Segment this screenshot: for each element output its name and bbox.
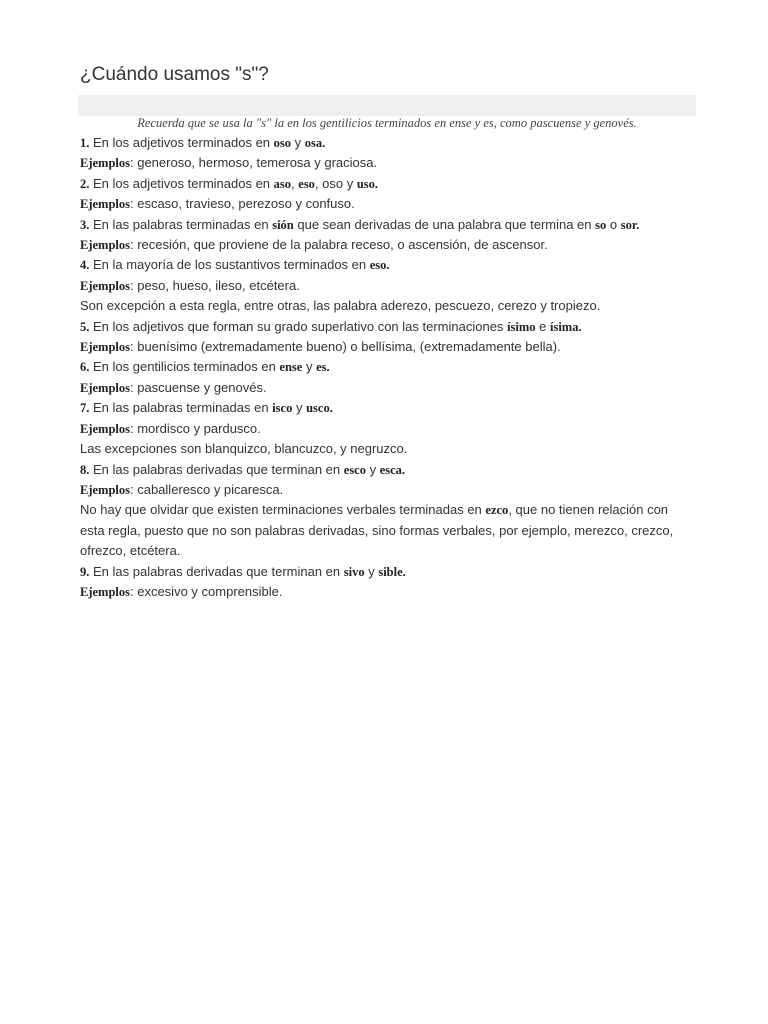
gray-banner: [78, 95, 696, 116]
rule-1: 1. En los adjetivos terminados en oso y osa.: [80, 135, 326, 150]
example-7: Ejemplos: mordisco y pardusco.: [80, 420, 261, 436]
example-9: Ejemplos: excesivo y comprensible.: [80, 583, 283, 599]
rule-4: 4. En la mayoría de los sustantivos terminados en eso.: [80, 257, 390, 273]
rule-6: 6. En los gentilicios terminados en ense y es.: [80, 359, 330, 375]
rule-2: 2. En los adjetivos terminados en aso, eso, oso y uso.: [80, 175, 379, 191]
example-6: Ejemplos: pascuense y genovés.: [80, 379, 267, 395]
rule-8: 8. En las palabras derivadas que terminan en esco y esca.: [80, 461, 406, 477]
example-5: Ejemplos: buenísimo (extremadamente bueno) o bellísima, (extremadamente bella).: [80, 339, 561, 355]
example-4: Ejemplos: peso, hueso, ileso, etcétera.: [80, 277, 300, 293]
rule-7: 7. En las palabras terminadas en isco y usco.: [80, 400, 333, 416]
italic-note: Recuerda que se usa la "s" la en los gentilicios terminados en ense y es, como pascuense y genovés.: [137, 116, 637, 130]
rule-3: 3. En las palabras terminadas en sión que sean derivadas de una palabra que termina en so o sor.: [80, 216, 640, 232]
note-8: No hay que olvidar que existen terminaciones verbales terminadas en ezco, que no tienen relación con esta regla, puesto que no son palabras derivadas, sino formas verbales, por ejemplo, merezco, crezco, ofrezco, etcétera.: [80, 502, 674, 559]
example-3: Ejemplos: recesión, que proviene de la palabra receso, o ascensión, de ascensor.: [80, 237, 548, 253]
exception-7: Las excepciones son blanquizco, blancuzco, y negruzco.: [80, 441, 408, 457]
rule-5: 5. En los adjetivos que forman su grado superlativo con las terminaciones ísimo e ísima.: [80, 318, 582, 334]
rule-9: 9. En las palabras derivadas que terminan en sivo y sible.: [80, 563, 406, 579]
example-1: Ejemplos: generoso, hermoso, temerosa y graciosa.: [80, 155, 378, 171]
example-8: Ejemplos: caballeresco y picaresca.: [80, 481, 284, 497]
exception-4: Son excepción a esta regla, entre otras, las palabra aderezo, pescuezo, cerezo y tropiezo.: [80, 298, 601, 314]
rules-text: [80, 133, 692, 602]
page-title: ¿Cuándo usamos "s"?: [80, 64, 269, 85]
example-2: Ejemplos: escaso, travieso, perezoso y confuso.: [80, 196, 355, 212]
